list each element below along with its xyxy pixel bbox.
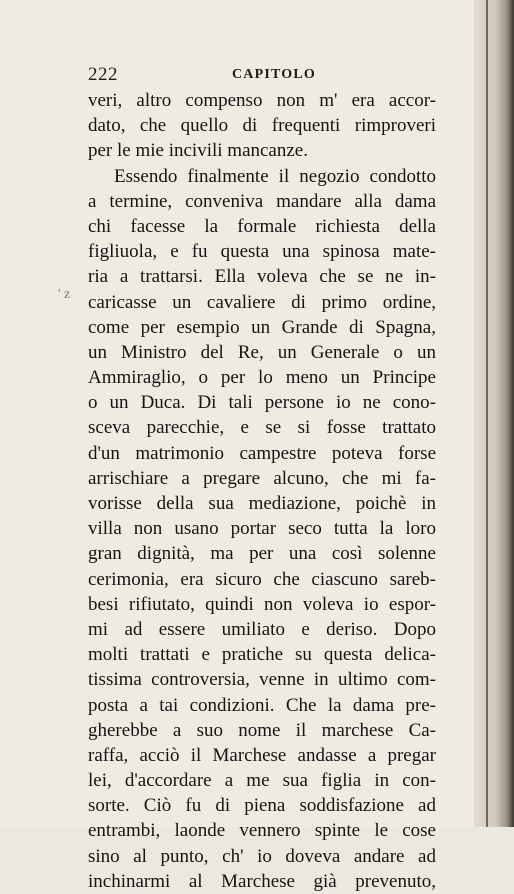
text-line: ria a trattarsi. Ella voleva che se ne in-: [88, 266, 436, 288]
text-line: arrischiare a pregare alcuno, che mi fa-: [88, 467, 436, 489]
text-line: o un Duca. Di tali persone io ne cono-: [88, 392, 436, 414]
text-line: caricasse un cavaliere di primo ordine,: [88, 291, 436, 313]
text-line: Essendo finalmente il negozio condotto: [114, 165, 436, 187]
margin-mark: ' z: [58, 287, 71, 302]
text-line: come per esempio un Grande di Spagna,: [88, 316, 436, 338]
page-number: 222: [88, 64, 118, 85]
text-line: gherebbe a suo nome il marchese Ca-: [88, 719, 436, 741]
text-line: gran dignità, ma per una così solenne: [88, 543, 436, 565]
text-line: chi facesse la formale richiesta della: [88, 215, 436, 237]
text-line: veri, altro compenso non m' era accor-: [88, 90, 436, 111]
book-spine-shadow: [474, 0, 514, 827]
text-line: Ammiraglio, o per lo meno un Principe: [88, 367, 436, 389]
text-line: villa non usano portar seco tutta la loro: [88, 518, 436, 540]
text-line: d'un matrimonio campestre poteva forse: [88, 442, 436, 464]
text-line: vorisse della sua mediazione, poichè in: [88, 493, 436, 514]
running-head: CAPITOLO: [232, 67, 317, 82]
body-text: [88, 88, 436, 894]
text-line: sino al punto, ch' io doveva andare ad: [88, 845, 436, 867]
page-edge-line: [486, 0, 488, 827]
text-line: inchinarmi al Marchese già prevenuto,: [88, 870, 436, 892]
page-header: [88, 64, 436, 88]
text-line: mi ad essere umiliato e deriso. Dopo: [88, 618, 436, 640]
text-line: dato, che quello di frequenti rimproveri: [88, 115, 436, 137]
text-line: per le mie incivili mancanze.: [88, 140, 308, 162]
text-line: raffa, acciò il Marchese andasse a pregar: [88, 744, 436, 766]
text-line: posta a tai condizioni. Che la dama pre-: [88, 694, 436, 716]
text-line: cerimonia, era sicuro che ciascuno sareb-: [88, 568, 436, 590]
text-line: a termine, conveniva mandare alla dama: [88, 190, 436, 212]
text-line: tissima controversia, venne in ultimo com-: [88, 669, 436, 691]
text-line: figliuola, e fu questa una spinosa mate-: [88, 241, 436, 263]
text-line: molti trattati e pratiche su questa delica-: [88, 644, 436, 666]
text-line: lei, d'accordare a me sua figlia in con-: [88, 770, 436, 792]
text-line: sorte. Ciò fu di piena soddisfazione ad: [88, 795, 436, 817]
text-line: sceva parecchie, e se si fosse trattato: [88, 417, 436, 439]
text-line: entrambi, laonde vennero spinte le cose: [88, 820, 436, 842]
text-line: besi rifiutato, quindi non voleva io espor-: [88, 593, 436, 615]
text-line: un Ministro del Re, un Generale o un: [88, 341, 436, 363]
